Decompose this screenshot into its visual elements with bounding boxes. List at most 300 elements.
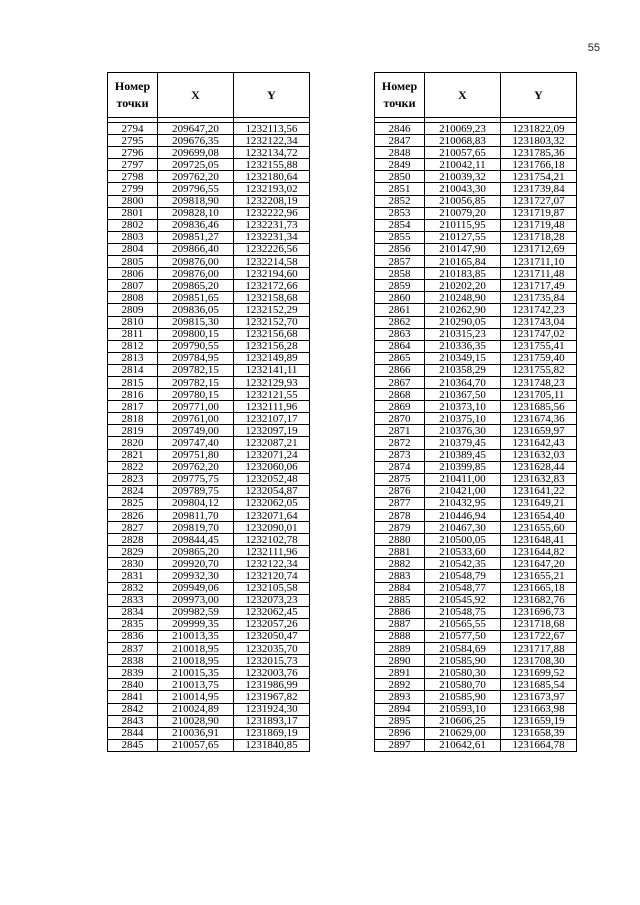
x-coordinate-cell: 210036,91: [158, 727, 234, 739]
y-coordinate-cell: 1232122,34: [234, 558, 310, 570]
point-number-cell: 2810: [108, 316, 158, 328]
header-number-line2: точки: [383, 96, 416, 110]
y-coordinate-cell: 1231648,41: [501, 534, 577, 546]
table-row: [108, 497, 310, 509]
table-row: [108, 340, 310, 352]
table-header-row: [375, 73, 577, 118]
point-number-cell: 2803: [108, 231, 158, 243]
point-number-cell: 2853: [375, 207, 425, 219]
table-row: [108, 123, 310, 135]
y-coordinate-cell: 1231682,76: [501, 594, 577, 606]
header-number-line1: Номер: [114, 79, 151, 93]
table-row: [375, 243, 577, 255]
y-coordinate-cell: 1231893,17: [234, 715, 310, 727]
y-coordinate-cell: 1231659,97: [501, 425, 577, 437]
y-coordinate-cell: 1232172,66: [234, 280, 310, 292]
y-coordinate-cell: 1232158,68: [234, 292, 310, 304]
point-number-cell: 2892: [375, 679, 425, 691]
table-row: [375, 667, 577, 679]
point-number-cell: 2830: [108, 558, 158, 570]
x-coordinate-cell: 210127,55: [425, 231, 501, 243]
table-row: [375, 219, 577, 231]
y-coordinate-cell: 1231718,28: [501, 231, 577, 243]
y-coordinate-cell: 1232152,70: [234, 316, 310, 328]
point-number-cell: 2837: [108, 643, 158, 655]
x-coordinate-cell: 210336,35: [425, 340, 501, 352]
point-number-cell: 2832: [108, 582, 158, 594]
point-number-cell: 2795: [108, 135, 158, 147]
x-coordinate-cell: 209647,20: [158, 123, 234, 135]
x-coordinate-cell: 210548,75: [425, 606, 501, 618]
table-row: [375, 413, 577, 425]
y-coordinate-cell: 1231674,36: [501, 413, 577, 425]
y-coordinate-cell: 1231712,69: [501, 243, 577, 255]
column-header-x: X: [158, 73, 234, 118]
y-coordinate-cell: 1231696,73: [501, 606, 577, 618]
column-header-y: Y: [501, 73, 577, 118]
x-coordinate-cell: 209751,80: [158, 449, 234, 461]
table-row: [375, 618, 577, 630]
point-number-cell: 2831: [108, 570, 158, 582]
point-number-cell: 2833: [108, 594, 158, 606]
point-number-cell: 2823: [108, 473, 158, 485]
point-number-cell: 2868: [375, 389, 425, 401]
table-row: [108, 522, 310, 534]
x-coordinate-cell: 210358,29: [425, 364, 501, 376]
point-number-cell: 2800: [108, 195, 158, 207]
table-row: [108, 304, 310, 316]
point-number-cell: 2799: [108, 183, 158, 195]
x-coordinate-cell: 210057,65: [425, 147, 501, 159]
y-coordinate-cell: 1231869,19: [234, 727, 310, 739]
x-coordinate-cell: 210411,00: [425, 473, 501, 485]
point-number-cell: 2822: [108, 461, 158, 473]
y-coordinate-cell: 1231663,98: [501, 703, 577, 715]
table-row: [375, 364, 577, 376]
x-coordinate-cell: 210367,50: [425, 389, 501, 401]
y-coordinate-cell: 1231642,43: [501, 437, 577, 449]
x-coordinate-cell: 210057,65: [158, 739, 234, 751]
y-coordinate-cell: 1232113,56: [234, 123, 310, 135]
y-coordinate-cell: 1231664,78: [501, 739, 577, 751]
table-row: [108, 401, 310, 413]
table-row: [375, 534, 577, 546]
y-coordinate-cell: 1231759,40: [501, 352, 577, 364]
point-number-cell: 2825: [108, 497, 158, 509]
y-coordinate-cell: 1231632,83: [501, 473, 577, 485]
table-row: [375, 461, 577, 473]
point-number-cell: 2824: [108, 485, 158, 497]
x-coordinate-cell: 210421,00: [425, 485, 501, 497]
x-coordinate-cell: 210013,35: [158, 630, 234, 642]
x-coordinate-cell: 209784,95: [158, 352, 234, 364]
y-coordinate-cell: 1231785,36: [501, 147, 577, 159]
y-coordinate-cell: 1231673,97: [501, 691, 577, 703]
y-coordinate-cell: 1232134,72: [234, 147, 310, 159]
point-number-cell: 2847: [375, 135, 425, 147]
table-row: [375, 292, 577, 304]
y-coordinate-cell: 1231717,49: [501, 280, 577, 292]
table-row: [108, 594, 310, 606]
y-coordinate-cell: 1231649,21: [501, 497, 577, 509]
x-coordinate-cell: 209800,15: [158, 328, 234, 340]
y-coordinate-cell: 1232090,01: [234, 522, 310, 534]
table-row: [108, 425, 310, 437]
point-number-cell: 2874: [375, 461, 425, 473]
point-number-cell: 2895: [375, 715, 425, 727]
y-coordinate-cell: 1231647,20: [501, 558, 577, 570]
y-coordinate-cell: 1231742,23: [501, 304, 577, 316]
point-number-cell: 2889: [375, 643, 425, 655]
table-row: [108, 679, 310, 691]
x-coordinate-cell: 209973,00: [158, 594, 234, 606]
table-row: [375, 630, 577, 642]
header-number-line1: Номер: [381, 79, 418, 93]
table-row: [108, 739, 310, 751]
table-row: [108, 195, 310, 207]
table-row: [108, 655, 310, 667]
x-coordinate-cell: 210580,30: [425, 667, 501, 679]
x-coordinate-cell: 210015,35: [158, 667, 234, 679]
table-row: [375, 558, 577, 570]
table-row: [108, 280, 310, 292]
table-row: [375, 123, 577, 135]
x-coordinate-cell: 210500,05: [425, 534, 501, 546]
y-coordinate-cell: 1232060,06: [234, 461, 310, 473]
point-number-cell: 2804: [108, 243, 158, 255]
table-row: [375, 280, 577, 292]
table-row: [108, 618, 310, 630]
x-coordinate-cell: 210580,70: [425, 679, 501, 691]
table-row: [375, 183, 577, 195]
point-number-cell: 2885: [375, 594, 425, 606]
point-number-cell: 2865: [375, 352, 425, 364]
x-coordinate-cell: 209866,40: [158, 243, 234, 255]
x-coordinate-cell: 210013,75: [158, 679, 234, 691]
table-row: [108, 292, 310, 304]
x-coordinate-cell: 210375,10: [425, 413, 501, 425]
point-number-cell: 2836: [108, 630, 158, 642]
y-coordinate-cell: 1231685,56: [501, 401, 577, 413]
table-row: [375, 207, 577, 219]
point-number-cell: 2808: [108, 292, 158, 304]
point-number-cell: 2861: [375, 304, 425, 316]
point-number-cell: 2817: [108, 401, 158, 413]
table-row: [375, 256, 577, 268]
x-coordinate-cell: 209836,46: [158, 219, 234, 231]
x-coordinate-cell: 210262,90: [425, 304, 501, 316]
point-number-cell: 2893: [375, 691, 425, 703]
y-coordinate-cell: 1232122,34: [234, 135, 310, 147]
x-coordinate-cell: 210373,10: [425, 401, 501, 413]
point-number-cell: 2807: [108, 280, 158, 292]
table-row: [375, 522, 577, 534]
y-coordinate-cell: 1232214,58: [234, 256, 310, 268]
table-row: [108, 437, 310, 449]
x-coordinate-cell: 210349,15: [425, 352, 501, 364]
point-number-cell: 2894: [375, 703, 425, 715]
x-coordinate-cell: 210248,90: [425, 292, 501, 304]
y-coordinate-cell: 1231803,32: [501, 135, 577, 147]
table-row: [108, 328, 310, 340]
x-coordinate-cell: 210399,85: [425, 461, 501, 473]
point-number-cell: 2798: [108, 171, 158, 183]
y-coordinate-cell: 1232052,48: [234, 473, 310, 485]
x-coordinate-cell: 210548,79: [425, 570, 501, 582]
table-row: [375, 497, 577, 509]
x-coordinate-cell: 209851,65: [158, 292, 234, 304]
point-number-cell: 2875: [375, 473, 425, 485]
x-coordinate-cell: 209747,40: [158, 437, 234, 449]
y-coordinate-cell: 1232226,56: [234, 243, 310, 255]
x-coordinate-cell: 209749,00: [158, 425, 234, 437]
y-coordinate-cell: 1232152,29: [234, 304, 310, 316]
y-coordinate-cell: 1231722,67: [501, 630, 577, 642]
x-coordinate-cell: 209796,55: [158, 183, 234, 195]
table-row: [375, 715, 577, 727]
table-row: [375, 437, 577, 449]
table-row: [108, 147, 310, 159]
x-coordinate-cell: 209782,15: [158, 364, 234, 376]
table-row: [108, 510, 310, 522]
table-row: [108, 703, 310, 715]
y-coordinate-cell: 1231743,04: [501, 316, 577, 328]
x-coordinate-cell: 209999,35: [158, 618, 234, 630]
point-number-cell: 2811: [108, 328, 158, 340]
table-row: [108, 449, 310, 461]
x-coordinate-cell: 210024,89: [158, 703, 234, 715]
x-coordinate-cell: 210014,95: [158, 691, 234, 703]
point-number-cell: 2872: [375, 437, 425, 449]
point-number-cell: 2849: [375, 159, 425, 171]
table-row: [375, 582, 577, 594]
x-coordinate-cell: 209844,45: [158, 534, 234, 546]
point-number-cell: 2857: [375, 256, 425, 268]
y-coordinate-cell: 1232071,64: [234, 510, 310, 522]
x-coordinate-cell: 210042,11: [425, 159, 501, 171]
y-coordinate-cell: 1231727,07: [501, 195, 577, 207]
point-number-cell: 2797: [108, 159, 158, 171]
y-coordinate-cell: 1231735,84: [501, 292, 577, 304]
point-number-cell: 2813: [108, 352, 158, 364]
y-coordinate-cell: 1231739,84: [501, 183, 577, 195]
table-row: [375, 352, 577, 364]
y-coordinate-cell: 1231711,10: [501, 256, 577, 268]
y-coordinate-cell: 1232222,96: [234, 207, 310, 219]
x-coordinate-cell: 210376,30: [425, 425, 501, 437]
point-number-cell: 2876: [375, 485, 425, 497]
x-coordinate-cell: 209876,00: [158, 256, 234, 268]
y-coordinate-cell: 1231655,21: [501, 570, 577, 582]
y-coordinate-cell: 1231658,39: [501, 727, 577, 739]
x-coordinate-cell: 209804,12: [158, 497, 234, 509]
table-row: [108, 473, 310, 485]
y-coordinate-cell: 1232193,02: [234, 183, 310, 195]
y-coordinate-cell: 1231822,09: [501, 123, 577, 135]
x-coordinate-cell: 210379,45: [425, 437, 501, 449]
point-number-cell: 2826: [108, 510, 158, 522]
point-number-cell: 2886: [375, 606, 425, 618]
point-number-cell: 2884: [375, 582, 425, 594]
point-number-cell: 2890: [375, 655, 425, 667]
x-coordinate-cell: 210039,32: [425, 171, 501, 183]
point-number-cell: 2814: [108, 364, 158, 376]
x-coordinate-cell: 210577,50: [425, 630, 501, 642]
point-number-cell: 2860: [375, 292, 425, 304]
table-row: [375, 594, 577, 606]
table-row: [375, 473, 577, 485]
point-number-cell: 2854: [375, 219, 425, 231]
y-coordinate-cell: 1231711,48: [501, 268, 577, 280]
y-coordinate-cell: 1232149,89: [234, 352, 310, 364]
y-coordinate-cell: 1232111,96: [234, 401, 310, 413]
table-row: [108, 389, 310, 401]
x-coordinate-cell: 210079,20: [425, 207, 501, 219]
header-number-line2: точки: [116, 96, 149, 110]
y-coordinate-cell: 1232073,23: [234, 594, 310, 606]
x-coordinate-cell: 210629,00: [425, 727, 501, 739]
y-coordinate-cell: 1231665,18: [501, 582, 577, 594]
table-row: [108, 546, 310, 558]
point-number-cell: 2812: [108, 340, 158, 352]
table-row: [375, 328, 577, 340]
point-number-cell: 2816: [108, 389, 158, 401]
point-number-cell: 2815: [108, 376, 158, 388]
table-row: [108, 630, 310, 642]
point-number-cell: 2880: [375, 534, 425, 546]
point-number-cell: 2842: [108, 703, 158, 715]
point-number-cell: 2846: [375, 123, 425, 135]
x-coordinate-cell: 210389,45: [425, 449, 501, 461]
point-number-cell: 2845: [108, 739, 158, 751]
y-coordinate-cell: 1232105,58: [234, 582, 310, 594]
x-coordinate-cell: 210315,23: [425, 328, 501, 340]
table-row: [375, 195, 577, 207]
x-coordinate-cell: 209780,15: [158, 389, 234, 401]
table-row: [375, 643, 577, 655]
table-row: [375, 570, 577, 582]
y-coordinate-cell: 1232231,34: [234, 231, 310, 243]
table-row: [375, 425, 577, 437]
x-coordinate-cell: 210056,85: [425, 195, 501, 207]
table-row: [375, 679, 577, 691]
x-coordinate-cell: 210585,90: [425, 655, 501, 667]
x-coordinate-cell: 209982,59: [158, 606, 234, 618]
table-row: [375, 739, 577, 751]
point-number-cell: 2820: [108, 437, 158, 449]
point-number-cell: 2838: [108, 655, 158, 667]
column-header-number: [375, 73, 425, 118]
x-coordinate-cell: 210584,69: [425, 643, 501, 655]
table-row: [108, 643, 310, 655]
point-number-cell: 2896: [375, 727, 425, 739]
y-coordinate-cell: 1232120,74: [234, 570, 310, 582]
x-coordinate-cell: 209949,06: [158, 582, 234, 594]
column-header-number: [108, 73, 158, 118]
x-coordinate-cell: 210290,05: [425, 316, 501, 328]
y-coordinate-cell: 1231924,30: [234, 703, 310, 715]
point-number-cell: 2891: [375, 667, 425, 679]
table-row: [375, 727, 577, 739]
x-coordinate-cell: 209819,70: [158, 522, 234, 534]
y-coordinate-cell: 1232155,88: [234, 159, 310, 171]
table-row: [108, 183, 310, 195]
x-coordinate-cell: 210585,90: [425, 691, 501, 703]
point-number-cell: 2827: [108, 522, 158, 534]
y-coordinate-cell: 1231754,21: [501, 171, 577, 183]
y-coordinate-cell: 1232062,05: [234, 497, 310, 509]
x-coordinate-cell: 210542,35: [425, 558, 501, 570]
table-row: [108, 159, 310, 171]
x-coordinate-cell: 209818,90: [158, 195, 234, 207]
point-number-cell: 2883: [375, 570, 425, 582]
y-coordinate-cell: 1232015,73: [234, 655, 310, 667]
x-coordinate-cell: 209761,00: [158, 413, 234, 425]
x-coordinate-cell: 210545,92: [425, 594, 501, 606]
y-coordinate-cell: 1232071,24: [234, 449, 310, 461]
table-row: [108, 364, 310, 376]
y-coordinate-cell: 1231840,85: [234, 739, 310, 751]
table-row: [108, 316, 310, 328]
point-number-cell: 2806: [108, 268, 158, 280]
point-number-cell: 2835: [108, 618, 158, 630]
y-coordinate-cell: 1231719,48: [501, 219, 577, 231]
x-coordinate-cell: 209920,70: [158, 558, 234, 570]
x-coordinate-cell: 209865,20: [158, 280, 234, 292]
y-coordinate-cell: 1231654,40: [501, 510, 577, 522]
table-row: [108, 207, 310, 219]
point-number-cell: 2828: [108, 534, 158, 546]
y-coordinate-cell: 1231986,99: [234, 679, 310, 691]
point-number-cell: 2848: [375, 147, 425, 159]
x-coordinate-cell: 209815,30: [158, 316, 234, 328]
table-row: [375, 510, 577, 522]
table-row: [108, 727, 310, 739]
table-row: [108, 485, 310, 497]
x-coordinate-cell: 210548,77: [425, 582, 501, 594]
table-row: [108, 268, 310, 280]
x-coordinate-cell: 209699,08: [158, 147, 234, 159]
table-row: [375, 606, 577, 618]
table-row: [375, 171, 577, 183]
table-row: [108, 606, 310, 618]
y-coordinate-cell: 1232107,17: [234, 413, 310, 425]
point-number-cell: 2862: [375, 316, 425, 328]
point-number-cell: 2844: [108, 727, 158, 739]
table-row: [375, 340, 577, 352]
y-coordinate-cell: 1232102,78: [234, 534, 310, 546]
table-row: [108, 376, 310, 388]
point-number-cell: 2867: [375, 376, 425, 388]
page-number: 55: [587, 42, 600, 54]
table-row: [375, 159, 577, 171]
table-row: [375, 703, 577, 715]
table-row: [375, 485, 577, 497]
y-coordinate-cell: 1231644,82: [501, 546, 577, 558]
point-number-cell: 2794: [108, 123, 158, 135]
point-number-cell: 2869: [375, 401, 425, 413]
table-header-row: [108, 73, 310, 118]
point-number-cell: 2879: [375, 522, 425, 534]
x-coordinate-cell: 210565,55: [425, 618, 501, 630]
y-coordinate-cell: 1231967,82: [234, 691, 310, 703]
y-coordinate-cell: 1231748,23: [501, 376, 577, 388]
table-row: [375, 389, 577, 401]
table-row: [108, 570, 310, 582]
y-coordinate-cell: 1231655,60: [501, 522, 577, 534]
table-row: [108, 171, 310, 183]
y-coordinate-cell: 1232180,64: [234, 171, 310, 183]
